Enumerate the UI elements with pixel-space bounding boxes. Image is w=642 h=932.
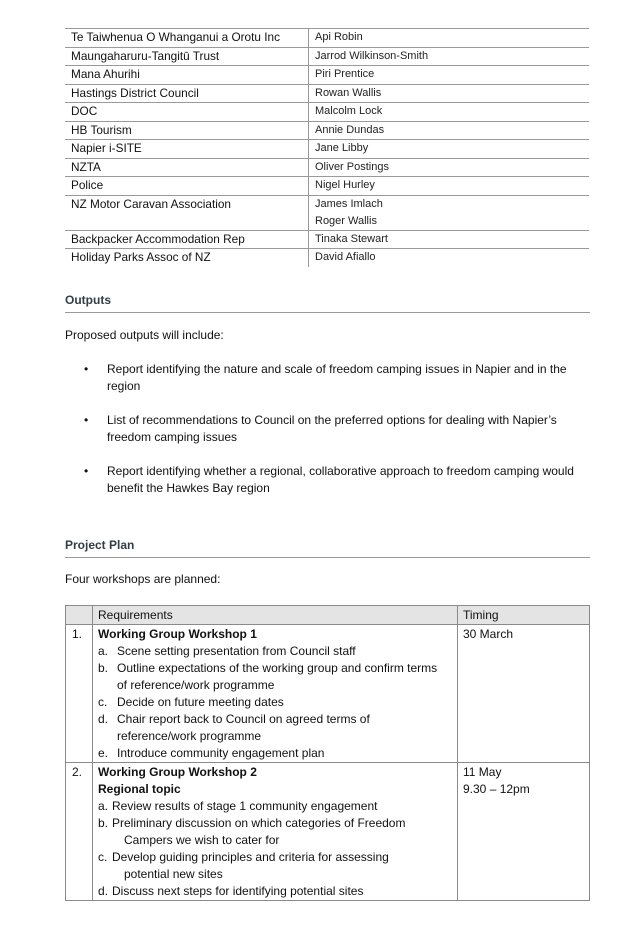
representative-name: David Afiallo [315,251,376,263]
header-num-cell [66,606,93,625]
representative-name: Piri Prentice [315,68,375,80]
task-text: Decide on future meeting dates [117,695,284,709]
row-number: 1. [66,625,93,763]
workshop-title: Working Group Workshop 1 [98,627,257,641]
representative-name: Malcolm Lock [315,105,383,117]
task-item [98,798,452,815]
organisation-cell: NZ Motor Caravan Association [65,195,309,230]
representative-name: Nigel Hurley [315,179,375,191]
members-table [65,28,589,267]
timing-value: 30 March [463,627,514,641]
representative-cell [309,177,590,196]
table-row [65,66,589,85]
bullet-icon: • [84,362,89,376]
list-item: • List of recommendations to Council on the preferred options for dealing with Napier’s freedom camping issues [84,413,557,444]
task-item [98,745,452,762]
task-text: of reference/work programme [117,678,275,692]
table-row [65,121,589,140]
list-item: • Report identifying whether a regional, collaborative approach to freedom camping would benefit the Hawkes Bay region [84,464,574,495]
timing-cell [458,763,590,901]
task-letter: b. [98,816,109,830]
task-text: Introduce community engagement plan [117,746,325,760]
representative-cell [309,195,590,230]
representative-name: Jarrod Wilkinson-Smith [315,49,429,62]
bullet-icon: • [84,464,89,478]
task-text: potential new sites [124,867,223,881]
organisation-cell: Police [65,177,309,196]
task-text: Outline expectations of the working group and confirm terms [117,661,438,675]
representative-name: Oliver Postings [315,160,389,173]
task-letter: a. [98,644,109,658]
task-letter: a. [98,799,109,813]
representative-cell [309,29,590,48]
representative-cell [309,158,590,177]
workshop-title: Working Group Workshop 2 [98,765,257,779]
representative-cell [309,47,590,66]
task-text: Discuss next steps for identifying potential sites [112,884,364,898]
project-plan-heading: Project Plan [65,537,590,558]
task-item [98,660,452,694]
timing-cell [458,625,590,763]
organisation-cell: NZTA [65,158,309,177]
table-row [65,158,589,177]
task-list [98,643,452,762]
representative-cell [309,249,590,267]
project-plan-intro: Four workshops are planned: [65,572,221,586]
organisation-cell: DOC [65,103,309,122]
task-item [98,711,452,745]
row-number: 2. [66,763,93,901]
table-row [65,195,589,230]
table-row [65,140,589,159]
task-letter: c. [98,850,108,864]
table-row [65,29,589,48]
timing-value: 11 May [463,765,502,779]
project-plan-table [65,605,590,901]
task-text: Campers we wish to cater for [124,833,280,847]
task-list [98,798,452,900]
requirements-cell [93,763,458,901]
task-text: reference/work programme [117,729,262,743]
representative-cell [309,140,590,159]
representative-name: James Imlach [315,197,383,210]
organisation-cell: Holiday Parks Assoc of NZ [71,250,211,264]
task-item [98,643,452,660]
table-row [65,47,589,66]
task-letter: e. [98,746,109,760]
task-item [98,815,452,849]
organisation-cell: Maungaharuru-Tangitū Trust [65,47,309,66]
task-letter: d. [98,712,109,726]
representative-name: Api Robin [315,31,363,43]
table-header-row [66,606,590,625]
representative-name: Jane Libby [315,142,369,154]
workshop-subtitle: Regional topic [98,782,181,796]
task-letter: c. [98,695,108,709]
organisation-cell: HB Tourism [65,121,309,140]
representative-cell [309,66,590,85]
bullet-icon: • [84,413,89,427]
task-letter: b. [98,661,109,675]
task-letter: d. [98,884,109,898]
organisation-cell: Te Taiwhenua O Whanganui a Orotu Inc [65,29,309,48]
organisation-cell: Backpacker Accommodation Rep [65,230,309,249]
organisation-cell: Mana Ahurihi [65,66,309,85]
table-row [65,230,589,249]
task-item [98,694,452,711]
task-text: Review results of stage 1 community engagement [112,799,378,813]
task-text: Develop guiding principles and criteria for assessing [112,850,389,864]
header-timing: Timing [458,606,590,625]
representative-name: Rowan Wallis [315,86,382,99]
representative-cell [309,103,590,122]
task-text: Chair report back to Council on agreed terms of [117,712,370,726]
representative-cell [309,121,590,140]
table-row [65,103,589,122]
outputs-intro: Proposed outputs will include: [65,328,224,342]
representative-name: Tinaka Stewart [315,232,388,245]
table-row [65,177,589,196]
outputs-list [65,361,590,497]
requirements-cell [93,625,458,763]
timing-value: 9.30 – 12pm [463,782,530,796]
task-text: Preliminary discussion on which categories of Freedom [112,816,406,830]
outputs-heading: Outputs [65,292,590,313]
table-row [66,763,590,901]
representative-cell [309,230,590,249]
header-requirements: Requirements [93,606,458,625]
representative-name: Roger Wallis [315,214,377,227]
organisation-cell: Napier i-SITE [65,140,309,159]
representative-name: Annie Dundas [315,123,385,136]
organisation-cell: Hastings District Council [65,84,309,103]
representative-cell [309,84,590,103]
task-item [98,883,452,900]
task-item [98,849,452,883]
table-row [66,625,590,763]
table-row [65,84,589,103]
table-row [65,249,589,267]
list-item: • Report identifying the nature and scale of freedom camping issues in Napier and in the region [84,362,567,393]
task-text: Scene setting presentation from Council staff [117,644,356,658]
